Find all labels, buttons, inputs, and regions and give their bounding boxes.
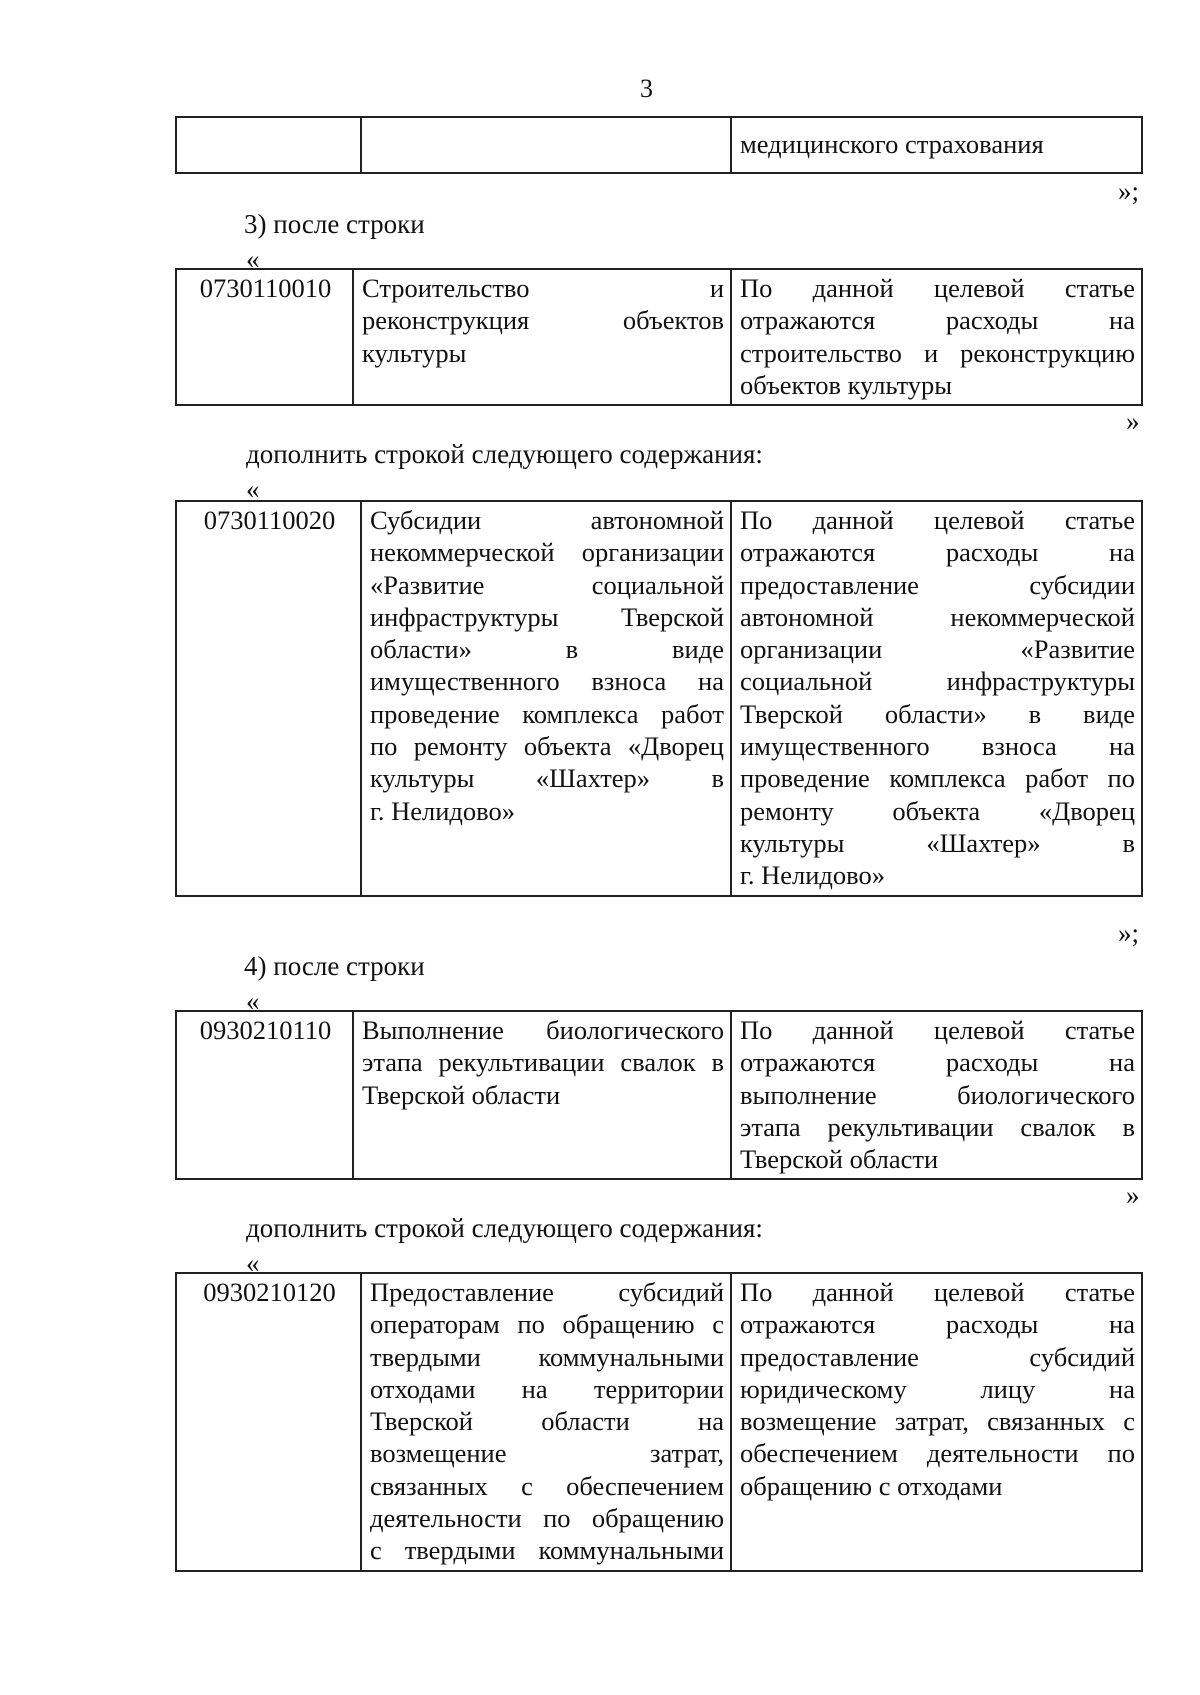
cell-name: Субсидии автономной некоммерческой организации «Развитие социальной инфраструктуры Тверской области» в виде имущественного взноса на проведение комплекса работ по ремонту объекта «Дворец культуры «Шахтер» в г. Нелидово»	[361, 501, 731, 896]
table-item4-existing	[175, 1010, 1143, 1180]
cell-description: По данной целевой статье отражаются расходы на предоставление субсидии автономной некоммерческой организации «Развитие социальной инфраструктуры Тверской области» в виде имущественного взноса на проведение комплекса работ по ремонту объекта «Дворец культуры «Шахтер» в г. Нелидово»	[731, 501, 1142, 896]
cell-code: 0730110020	[176, 501, 361, 896]
table-row	[176, 117, 1142, 173]
cell-description: По данной целевой статье отражаются расходы на предоставление субсидий юридическому лицу на возмещение затрат, связанных с обеспечением деятельности по обращению с отходами	[731, 1273, 1142, 1571]
table-item4-new	[175, 1272, 1143, 1572]
open-quote: «	[246, 986, 260, 1016]
table-continuation	[175, 116, 1143, 174]
page-number: 3	[640, 74, 653, 103]
cell-code: 0930210110	[176, 1011, 353, 1179]
cell-name	[361, 117, 731, 173]
cell-description: медицинского страхования	[731, 117, 1142, 173]
cell-name: Строительство и реконструкция объектов культуры	[353, 269, 731, 405]
table-row	[176, 269, 1142, 405]
cell-code: 0930210120	[176, 1273, 361, 1571]
table-row	[176, 501, 1142, 896]
cell-description: По данной целевой статье отражаются расходы на выполнение биологического этапа рекультивации свалок в Тверской области	[731, 1011, 1142, 1179]
table-row	[176, 1011, 1142, 1179]
close-quote: »	[1126, 406, 1140, 436]
open-quote: «	[246, 1248, 260, 1278]
cell-name: Предоставление субсидий операторам по обращению с твердыми коммунальными отходами на территории Тверской области на возмещение затрат, связанных с обеспечением деятельности по обращению с твердыми коммунальными	[361, 1273, 731, 1571]
item3-heading: 3) после строки	[244, 209, 425, 239]
open-quote: «	[246, 474, 260, 504]
table-item3-existing	[175, 268, 1143, 406]
close-quote: »;	[1118, 176, 1140, 206]
close-quote: »	[1126, 1180, 1140, 1210]
close-quote: »;	[1118, 918, 1140, 948]
table-item3-new	[175, 500, 1143, 897]
cell-name: Выполнение биологического этапа рекультивации свалок в Тверской области	[353, 1011, 731, 1179]
add-row-instruction: дополнить строкой следующего содержания:	[246, 439, 763, 469]
cell-code	[176, 117, 361, 173]
cell-description: По данной целевой статье отражаются расходы на строительство и реконструкцию объектов культуры	[731, 269, 1142, 405]
item4-heading: 4) после строки	[244, 951, 425, 981]
cell-code: 0730110010	[176, 269, 353, 405]
add-row-instruction: дополнить строкой следующего содержания:	[246, 1213, 763, 1243]
open-quote: «	[246, 244, 260, 274]
table-row	[176, 1273, 1142, 1571]
